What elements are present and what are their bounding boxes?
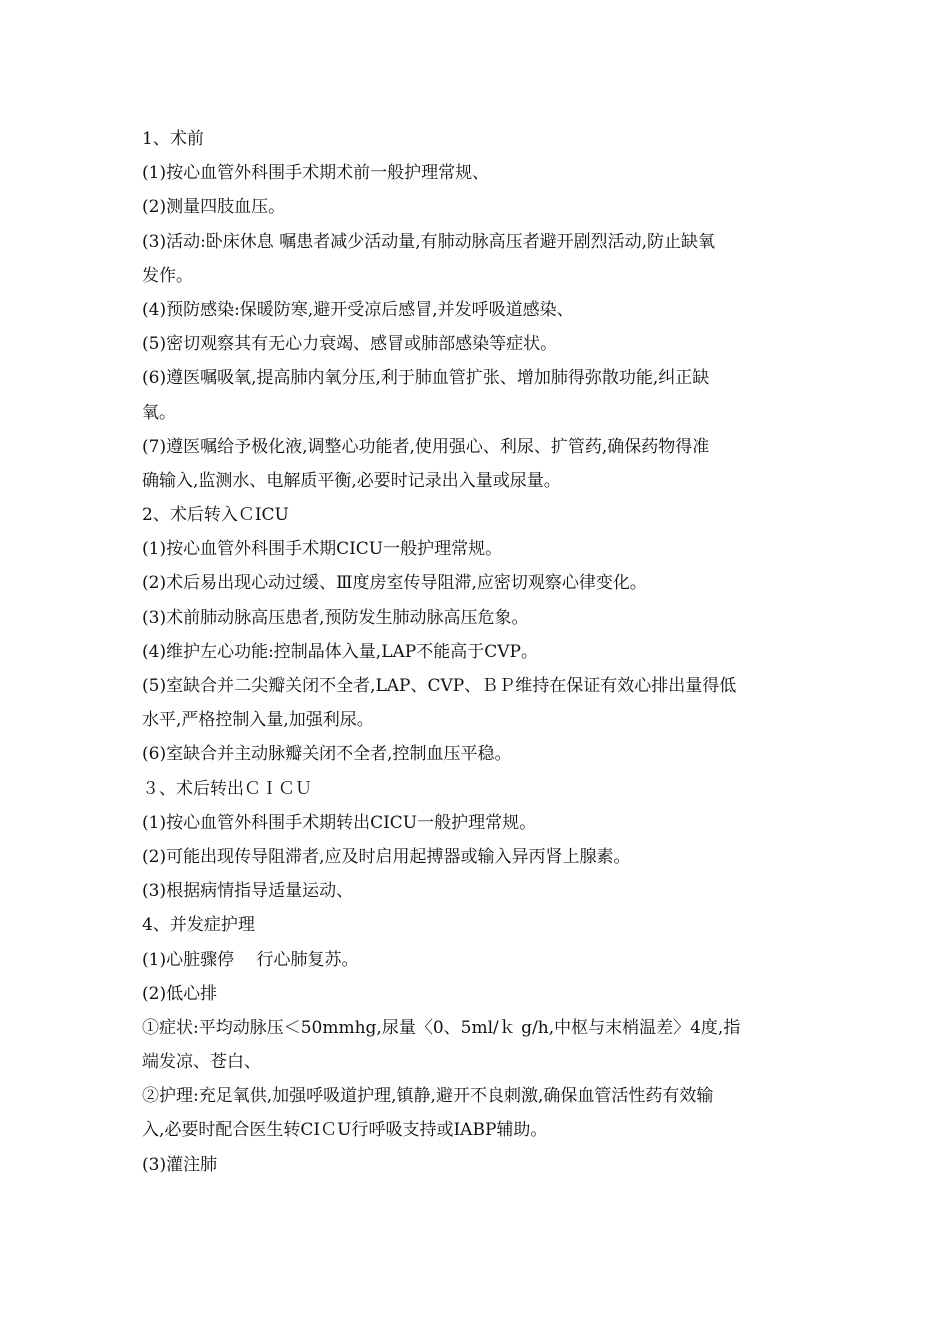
text-line: 确输入,监测水、电解质平衡,必要时记录出入量或尿量。 (142, 470, 561, 491)
text-line: 氧。 (142, 402, 176, 423)
text-line: (2)测量四肢血压。 (142, 197, 286, 218)
text-line: ②护理:充足氧供,加强呼吸道护理,镇静,避开不良刺激,确保血管活性药有效输 (142, 1086, 714, 1107)
text-line: 1、术前 (142, 129, 204, 149)
text-line: (1)心脏骤停 行心肺复苏。 (142, 949, 359, 970)
text-line: 2、术后转入ＣICU (142, 505, 289, 526)
text-line: (3)活动:卧床休息 嘱患者减少活动量,有肺动脉高压者避开剧烈活动,防止缺氧 (142, 231, 716, 252)
text-line: (3)术前肺动脉高压患者,预防发生肺动脉高压危象。 (142, 607, 529, 628)
text-line: (1)按心血管外科围手术期术前一般护理常规、 (142, 163, 490, 184)
text-line: (5)密切观察其有无心力衰竭、感冒或肺部感染等症状。 (142, 334, 558, 355)
text-line: 入,必要时配合医生转CIＣU行呼吸支持或IABP辅助。 (142, 1120, 548, 1141)
text-line: ①症状:平均动脉压＜50mmhg,尿量〈0、5ml/ｋ g/h,中枢与末梢温差〉4度,指 (142, 1017, 741, 1038)
text-line: 发作。 (142, 265, 193, 286)
text-line: (7)遵医嘱给予极化液,调整心功能者,使用强心、利尿、扩管药,确保药物得准 (142, 436, 710, 457)
text-line: (1)按心血管外科围手术期CICU一般护理常规。 (142, 539, 503, 560)
text-line: (2)术后易出现心动过缓、Ⅲ度房室传导阻滞,应密切观察心律变化。 (142, 573, 647, 594)
text-line: (3)根据病情指导适量运动、 (142, 881, 354, 902)
text-line: 端发凉、苍白、 (142, 1052, 261, 1073)
text-line: ３、术后转出ＣＩＣＵ (142, 778, 312, 799)
text-line: (4)预防感染:保暖防寒,避开受凉后感冒,并发呼吸道感染、 (142, 299, 574, 320)
text-line: (5)室缺合并二尖瓣关闭不全者,LAP、CVP、ＢＰ维持在保证有效心排出量得低 (142, 676, 737, 696)
text-line: (2)低心排 (142, 983, 218, 1004)
text-line: (6)遵医嘱吸氧,提高肺内氧分压,利于肺血管扩张、增加肺得弥散功能,纠正缺 (142, 368, 710, 389)
text-line: (1)按心血管外科围手术期转出CICU一般护理常规。 (142, 812, 537, 833)
text-line: 水平,严格控制入量,加强利尿。 (142, 710, 374, 731)
document-body (142, 122, 822, 1182)
text-line: (4)维护左心功能:控制晶体入量,LAP不能高于CVP。 (142, 641, 538, 662)
text-line: 4、并发症护理 (142, 915, 255, 936)
text-line: (3)灌注肺 (142, 1154, 218, 1175)
text-line: (6)室缺合并主动脉瓣关闭不全者,控制血压平稳。 (142, 744, 512, 765)
text-line: (2)可能出现传导阻滞者,应及时启用起搏器或输入异丙肾上腺素。 (142, 846, 631, 867)
